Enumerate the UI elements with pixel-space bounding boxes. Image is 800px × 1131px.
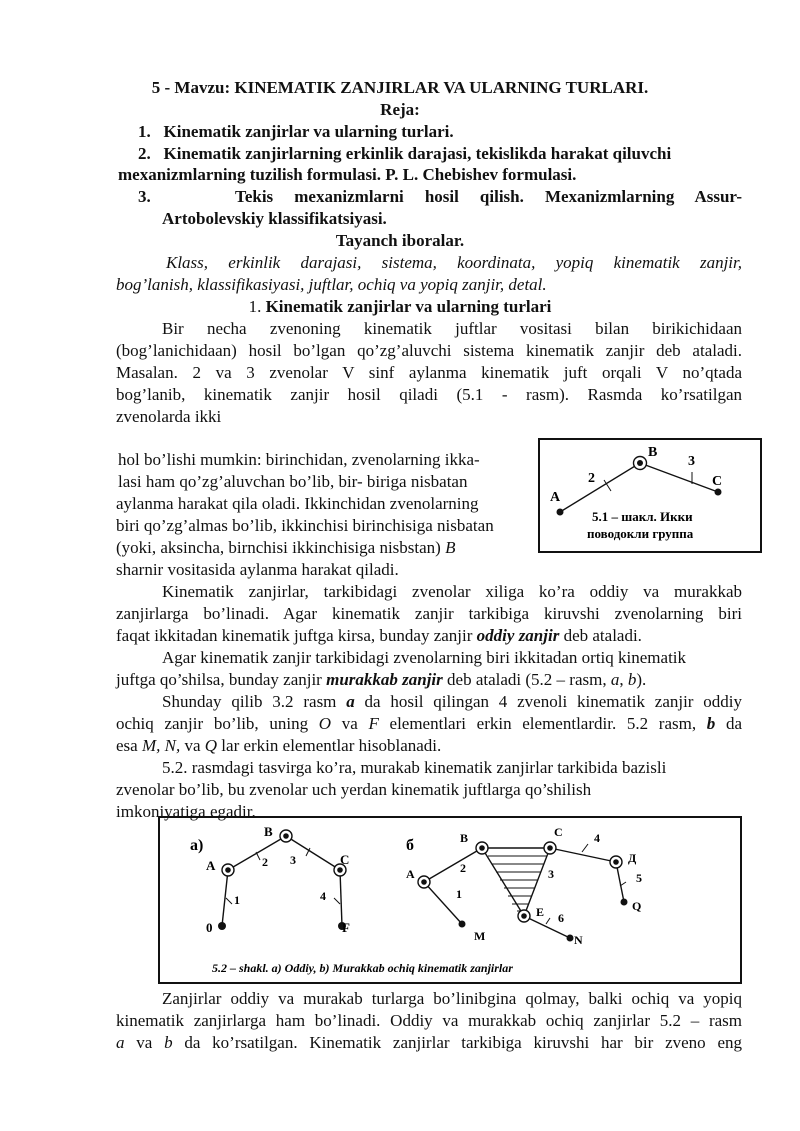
a-joint-a	[225, 867, 231, 873]
para4-line-2	[116, 669, 646, 690]
a-label-zero: 0	[206, 920, 213, 935]
link-2	[560, 463, 640, 512]
label-b: B	[648, 445, 658, 460]
para5-l2-o: O	[318, 714, 332, 733]
plan-item-1-text: Kinematik zanjirlar va ularning turlari.	[163, 122, 454, 141]
b-joint-c	[547, 845, 553, 851]
b-label-e: E	[536, 905, 545, 919]
figure-5-2-drawing	[160, 818, 740, 982]
a-label-4: 4	[320, 889, 326, 903]
plan-item-3-line2: Artobolevskiy klassifikatsiyasi.	[162, 209, 387, 228]
a-link-1	[222, 870, 228, 926]
panel-b-drawing	[418, 842, 628, 942]
plan-item-3-text: Tekis mexanizmlarni hosil qilish. Mexanizmlarning Assur-	[235, 187, 743, 206]
joint-c	[715, 489, 722, 496]
para6-line-2: zvenolar bo’lib, bu zvenolar uch yerdan kinematik juftlarga qo’shilish	[116, 780, 592, 799]
para1-line-3: Masalan. 2 va 3 zvenolar V sinf aylanma kinematik juft orqali V no’qtada	[116, 363, 742, 382]
para1-line-1: Bir necha zvenoning kinematik juftlar vositasi bilan birikichidaan	[162, 319, 742, 338]
para5-l3-q: Q	[204, 736, 218, 755]
para2-line-5-b: B	[445, 538, 456, 557]
para2-line-3: aylanma harakat qila oladi. Ikkinchidan zvenolarning	[116, 494, 479, 513]
a-joint-c	[337, 867, 343, 873]
figure-5-2	[158, 816, 742, 984]
para5-l3-post: lar erkin elementlar hisoblanadi.	[217, 736, 442, 755]
b-label-2: 2	[460, 861, 466, 875]
para4-line-2-mid: deb ataladi (5.2 – rasm,	[442, 670, 611, 689]
para7-line-3-text: da ko’rsatilgan. Kinematik zanjirlar tarkibiga kiruvshi har bir zveno eng	[172, 1033, 742, 1052]
para5-l1-pre: Shunday qilib 3.2 rasm	[162, 692, 347, 711]
figure-5-1-drawing	[540, 440, 760, 551]
panel-a-drawing	[218, 830, 346, 930]
caption-5-1-line-1: 5.1 – шакл. Икки	[592, 509, 693, 524]
b-free-end-n	[567, 935, 574, 942]
para5-l3-va: va	[180, 736, 205, 755]
keywords-title: Tayanch iboralar.	[335, 231, 465, 250]
para5-l2-va: va	[331, 714, 369, 733]
para5-line-2	[116, 713, 742, 734]
para2-line-4: biri qo’zg’almas bo’lib, ikkinchisi birinchisiga nisbatan	[116, 516, 494, 535]
para4-ref-a: a	[610, 670, 620, 689]
para3-line-3-end: deb ataladi.	[559, 626, 642, 645]
para3-line-2: zanjirlarga bo’linadi. Agar kinematik zanjir tarkibiga kiruvshi zvenolarning biri	[116, 604, 742, 623]
b-joint-a	[421, 879, 427, 885]
label-a: A	[550, 490, 561, 505]
b-joint-b	[479, 845, 485, 851]
plan-item-3-line1	[138, 186, 742, 207]
b-label-c: C	[554, 825, 563, 839]
para2-line-5	[116, 537, 455, 558]
para7-line-3	[116, 1032, 742, 1053]
a-leader-4	[334, 898, 340, 904]
b-label-4: 4	[594, 831, 600, 845]
a-label-3: 3	[290, 853, 296, 867]
para6-line-3: imkoniyatiga egadir.	[116, 802, 256, 821]
figure-5-1	[538, 438, 762, 553]
b-label-b: B	[460, 831, 469, 845]
para2-line-2: lasi ham qo’zg’aluvchan bo’lib, bir- biriga nisbatan	[118, 472, 468, 491]
panel-b-label: б	[406, 837, 414, 854]
b-label-6: 6	[558, 911, 564, 925]
para2-line-1: hol bo’lishi mumkin: birinchidan, zvenolarning ikka-	[118, 450, 480, 469]
a-label-b: B	[264, 824, 273, 839]
para5-line-3	[116, 735, 441, 756]
term-oddiy-zanjir: oddiy zanjir	[476, 626, 560, 645]
para4-line-2-text: juftga qo’shilsa, bunday zanjir	[116, 670, 327, 689]
a-joint-b	[283, 833, 289, 839]
label-3: 3	[688, 454, 695, 469]
b-free-end-q	[621, 899, 628, 906]
plan-item-1-num: 1.	[138, 122, 151, 141]
b-leader-4	[582, 844, 588, 852]
b-joint-d	[613, 859, 619, 865]
para4-line-2-end: ).	[636, 670, 647, 689]
a-free-end-o	[218, 922, 226, 930]
b-label-m: M	[474, 929, 486, 943]
joint-b	[637, 460, 643, 466]
b-label-1: 1	[456, 887, 462, 901]
para4-line-1: Agar kinematik zanjir tarkibidagi zvenolarning biri ikkitadan ortiq kinematik	[162, 648, 687, 667]
panel-a-label: а)	[190, 837, 204, 854]
a-label-f: F	[342, 920, 350, 935]
para5-line-1	[162, 691, 742, 712]
para1-line-4: bog’lanib, kinematik zanjir hosil qiladi (5.1 - rasm). Rasmda ko’rsatilgan	[116, 385, 742, 404]
b-label-a: A	[406, 867, 415, 881]
para7-line-2: kinematik zanjirlarga ham bo’linadi. Oddiy va murakkab ochiq zanjirlar 5.2 – rasm	[116, 1011, 742, 1030]
para4-ref-b: b	[627, 670, 637, 689]
para4-comma: ,	[619, 670, 628, 689]
para6-line-1: 5.2. rasmdagi tasvirga ko’ra, murakab kinematik zanjirlar tarkibida bazisli	[162, 758, 667, 777]
para2-line-5-text: (yoki, aksincha, birnchisi ikkinchisiga nisbstan)	[116, 538, 446, 557]
a-leader-1	[226, 898, 232, 904]
a-label-c: C	[340, 852, 350, 867]
plan-item-2-line2: mexanizmlarning tuzilish formulasi. P. L. Chebishev formulasi.	[118, 165, 577, 184]
para7-line-1: Zanjirlar oddiy va murakab turlarga bo’linibgina qolmay, balki ochiq va yopiq	[162, 989, 742, 1008]
para3-line-3-text: faqat ikkitadan kinematik juftga kirsa, bunday zanjir	[116, 626, 477, 645]
section-1-title: Kinematik zanjirlar va ularning turlari	[265, 297, 552, 316]
a-link-4	[340, 870, 342, 926]
para7-ref-b: b	[164, 1033, 173, 1052]
keywords-line-2: bog’lanish, klassifikasiyasi, juftlar, ochiq va yopiq zanjir, detal.	[116, 275, 547, 294]
joint-a	[557, 509, 564, 516]
b-label-d: Д	[628, 851, 637, 865]
link-3	[640, 463, 718, 492]
para5-l1-post: da hosil qilingan 4 zvenoli kinematik zanjir oddiy	[354, 692, 743, 711]
para5-l1-a: a	[346, 692, 355, 711]
label-2: 2	[588, 471, 595, 486]
para5-l2-pre: ochiq zanjir bo’lib, uning	[116, 714, 319, 733]
plan-item-2-text: Kinematik zanjirlarning erkinlik darajasi, tekislikda harakat qiluvchi	[163, 144, 672, 163]
section-1-heading	[0, 296, 800, 317]
topic-title: 5 - Mavzu: KINEMATIK ZANJIRLAR VA ULARNING TURLARI.	[151, 78, 649, 97]
para5-l3-mn: M, N,	[141, 736, 181, 755]
b-label-3: 3	[548, 867, 554, 881]
a-label-1: 1	[234, 893, 240, 907]
a-label-2: 2	[262, 855, 268, 869]
plan-item-1	[138, 121, 454, 142]
b-joint-e	[521, 913, 527, 919]
para5-l3-pre: esa	[116, 736, 142, 755]
para7-va: va	[124, 1033, 165, 1052]
para1-line-2: (bog’lanichidaan) hosil bo’lgan qo’zg’aluvchi sistema kinematik zanjir deb ataladi.	[116, 341, 742, 360]
keywords-line-1: Klass, erkinlik darajasi, sistema, koordinata, yopiq kinematik zanjir,	[166, 253, 742, 272]
para5-l2-mid: elementlari erkin elementlardir. 5.2 rasm,	[378, 714, 707, 733]
b-leader-6	[546, 918, 550, 924]
para2-line-6: sharnir vositasida aylanma harakat qiladi.	[116, 560, 399, 579]
para5-l2-b: b	[706, 714, 716, 733]
plan-title: Reja:	[380, 100, 420, 119]
label-c: C	[712, 474, 723, 489]
a-label-a: A	[206, 858, 216, 873]
plan-item-2-line1	[138, 143, 671, 164]
para3-line-3	[116, 625, 642, 646]
para5-l2-end: da	[715, 714, 743, 733]
para3-line-1: Kinematik zanjirlar, tarkibidagi zvenolar xiliga ko’ra oddiy va murakkab	[162, 582, 742, 601]
term-murakkab-zanjir: murakkab zanjir	[326, 670, 443, 689]
section-1-num: 1.	[248, 297, 262, 316]
b-label-n: N	[574, 933, 583, 947]
para1-line-5: zvenolarda ikki	[116, 407, 222, 426]
plan-item-2-num: 2.	[138, 144, 151, 163]
b-free-end-m	[459, 921, 466, 928]
b-link-2	[424, 848, 482, 882]
caption-5-1-line-2: поводокли группа	[587, 526, 694, 541]
para5-l2-f: F	[368, 714, 379, 733]
b-label-q: Q	[632, 899, 642, 913]
b-label-5: 5	[636, 871, 642, 885]
para7-ref-a: a	[116, 1033, 125, 1052]
caption-5-2: 5.2 – shakl. a) Oddiy, b) Murakkab ochiq kinematik zanjirlar	[212, 961, 513, 975]
plan-item-3-num: 3.	[138, 187, 151, 206]
